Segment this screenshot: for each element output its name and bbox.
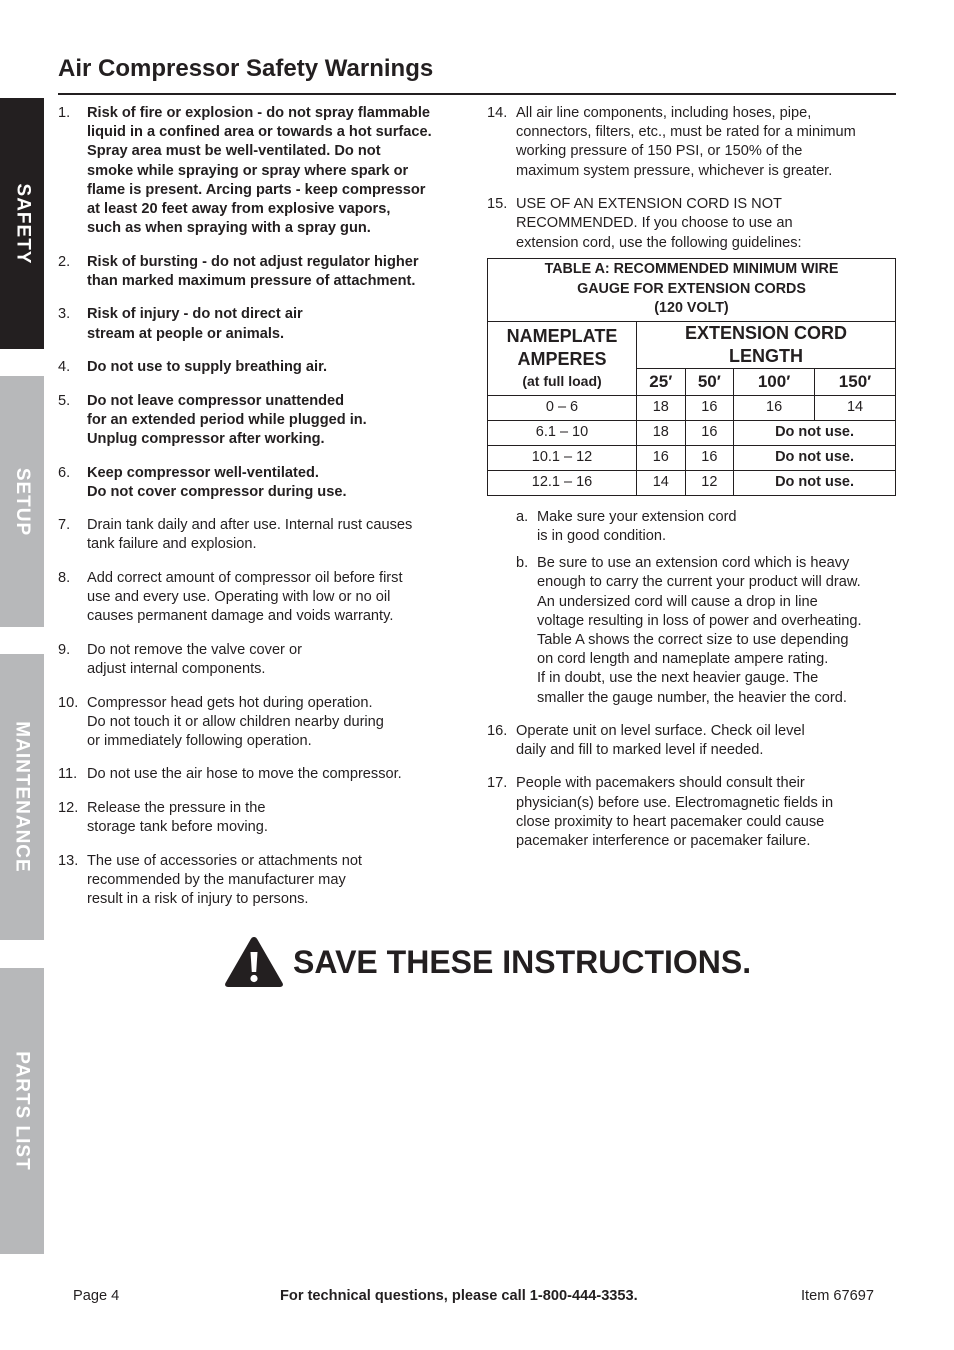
item-text: Drain tank daily and after use. Internal rust causes tank failure and explosion. — [87, 517, 413, 553]
item-number: 15. — [487, 196, 508, 213]
item-text: Be sure to use an extension cord which is heavy enough to carry the current your product will draw. An undersized cord will cause a drop in line voltage resulting in loss of power and overheating. Table A shows the correct size to use depending on cord length and nameplate ampere rating. If in doubt, use the next heavier gauge. The smaller the gauge number, the heavier the cord. — [537, 555, 862, 706]
item-number: 14. — [487, 105, 508, 121]
list-item — [58, 253, 468, 291]
length-150-header: 150′ — [815, 368, 896, 395]
list-item — [58, 765, 468, 784]
item-text: Operate unit on level surface. Check oil level daily and fill to marked level if needed. — [516, 722, 805, 758]
gauge-cell: 18 — [637, 395, 686, 420]
item-number: 8. — [58, 569, 71, 586]
at-full-load-label: (at full load) — [522, 373, 602, 390]
item-text: Release the pressure in the storage tank before moving. — [87, 799, 268, 836]
list-item — [487, 722, 897, 760]
table-row — [488, 445, 896, 470]
tab-setup[interactable] — [0, 376, 44, 627]
list-item — [58, 694, 468, 752]
nameplate-amperes-label: NAMEPLATE AMPERES — [506, 326, 618, 370]
tab-safety-label: SAFETY — [12, 183, 34, 264]
table-row — [488, 420, 896, 445]
item-text: Do not use to supply breathing air. — [87, 359, 328, 376]
gauge-cell: 16 — [637, 445, 686, 470]
item-number: 17. — [487, 775, 508, 792]
amps-cell: 12.1 – 16 — [488, 470, 637, 495]
nameplate-amperes-header — [488, 321, 637, 395]
gauge-cell: 16 — [685, 445, 734, 470]
item-letter: b. — [516, 555, 529, 572]
amps-cell: 0 – 6 — [488, 395, 637, 420]
do-not-use-cell: Do not use. — [734, 470, 896, 495]
list-item — [487, 195, 897, 253]
tab-safety[interactable] — [0, 98, 44, 349]
save-instructions-banner — [224, 936, 751, 988]
tab-maintenance[interactable] — [0, 654, 44, 940]
list-item — [58, 358, 468, 377]
item-number: 6. — [58, 464, 71, 481]
gauge-cell: 14 — [637, 470, 686, 495]
item-text: Compressor head gets hot during operation. Do not touch it or allow children nearby during or immediately following operation. — [87, 694, 384, 749]
footer-page-number: Page 4 — [73, 1288, 120, 1304]
item-text: All air line components, including hoses, pipe, connectors, filters, etc., must be rated for a minimum working pressure of 150 PSI, or 150% of the maximum system pressure, whichever is greater. — [516, 105, 856, 179]
gauge-cell: 16 — [685, 420, 734, 445]
table-caption: TABLE A: RECOMMENDED MINIMUM WIRE GAUGE FOR EXTENSION CORDS (120 VOLT) — [488, 258, 896, 321]
item-number: 7. — [58, 517, 71, 534]
item-text: Make sure your extension cord is in good condition. — [537, 508, 737, 544]
item-text: USE OF AN EXTENSION CORD IS NOT RECOMMENDED. If you choose to use an extension cord, use the following guidelines: — [516, 196, 802, 251]
page-title: Air Compressor Safety Warnings — [58, 55, 434, 82]
warnings-list-right-top — [487, 104, 897, 253]
item-text: Do not use the air hose to move the compressor. — [87, 766, 402, 783]
do-not-use-cell: Do not use. — [734, 420, 896, 445]
footer-item-number: Item 67697 — [801, 1288, 875, 1304]
item-text: The use of accessories or attachments not recommended by the manufacturer may result in a risk of injury to persons. — [87, 852, 362, 908]
warnings-list-left — [58, 104, 468, 909]
title-divider — [58, 93, 896, 95]
warning-triangle-icon — [224, 936, 284, 988]
item-number: 11. — [58, 766, 78, 783]
length-50-header: 50′ — [685, 368, 734, 395]
item-text: Do not leave compressor unattended for an extended period while plugged in. Unplug compressor after working. — [87, 392, 367, 448]
item-text: Add correct amount of compressor oil before first use and every use. Operating with low or no oil causes permanent damage and voids warranty. — [87, 569, 403, 625]
item-text: People with pacemakers should consult their physician(s) before use. Electromagnetic fields in close proximity to heart pacemaker could cause pacemaker interference or pacemaker failure. — [516, 775, 834, 850]
list-item — [487, 104, 897, 181]
gauge-cell: 12 — [685, 470, 734, 495]
warnings-list-right-bottom — [487, 722, 897, 852]
item-number: 4. — [58, 359, 71, 376]
list-item — [58, 641, 468, 679]
gauge-cell: 16 — [685, 395, 734, 420]
gauge-cell: 18 — [637, 420, 686, 445]
gauge-cell: 16 — [734, 395, 815, 420]
left-column — [58, 104, 468, 924]
list-item — [58, 852, 468, 910]
table-row — [488, 470, 896, 495]
list-item — [58, 392, 468, 450]
item-text: Risk of fire or explosion - do not spray flammable liquid in a confined area or towards a hot surface. Spray area must be well-ventilated. Do not smoke while spraying or spray where spark or flame is present. Arcing parts - keep compressor at least 20 feet away from explosive vapors, such as when spraying with a spray gun. — [87, 105, 432, 237]
tab-maintenance-label: MAINTENANCE — [12, 721, 34, 873]
tab-parts-list-label: PARTS LIST — [12, 1051, 33, 1171]
item-number: 1. — [58, 105, 71, 121]
gauge-cell: 14 — [815, 395, 896, 420]
item-number: 3. — [58, 306, 71, 323]
item-number: 13. — [58, 852, 79, 869]
list-item — [58, 305, 468, 343]
extension-cord-guidelines — [487, 508, 897, 708]
item-number: 5. — [58, 392, 71, 409]
cord-length-header: EXTENSION CORD LENGTH — [637, 321, 896, 368]
save-instructions-text: SAVE THESE INSTRUCTIONS. — [293, 943, 752, 980]
tab-parts-list[interactable] — [0, 968, 44, 1254]
tab-setup-label: SETUP — [12, 467, 34, 536]
length-100-header: 100′ — [734, 368, 815, 395]
list-item — [58, 104, 468, 238]
item-text: Risk of bursting - do not adjust regulator higher than marked maximum pressure of attachment. — [87, 253, 419, 289]
right-column — [487, 104, 897, 866]
item-number: 10. — [58, 694, 79, 711]
list-item — [58, 464, 468, 502]
item-number: 16. — [487, 722, 508, 739]
amps-cell: 10.1 – 12 — [488, 445, 637, 470]
item-text: Do not remove the valve cover or adjust internal components. — [87, 641, 302, 678]
do-not-use-cell: Do not use. — [734, 445, 896, 470]
item-letter: a. — [516, 508, 529, 525]
length-25-header: 25′ — [637, 368, 686, 395]
item-number: 9. — [58, 641, 71, 658]
list-item — [58, 516, 468, 554]
list-item — [58, 569, 468, 627]
list-item — [516, 508, 897, 546]
list-item — [487, 774, 897, 851]
extension-cord-table — [487, 258, 896, 496]
footer-tech-support: For technical questions, please call 1-800-444-3353. — [280, 1288, 638, 1304]
table-row — [488, 395, 896, 420]
item-number: 12. — [58, 799, 79, 816]
amps-cell: 6.1 – 10 — [488, 420, 637, 445]
list-item — [516, 554, 897, 708]
item-text: Risk of injury - do not direct air stream at people or animals. — [87, 306, 303, 342]
list-item — [58, 799, 468, 837]
item-number: 2. — [58, 253, 71, 270]
item-text: Keep compressor well-ventilated. Do not cover compressor during use. — [87, 464, 347, 500]
